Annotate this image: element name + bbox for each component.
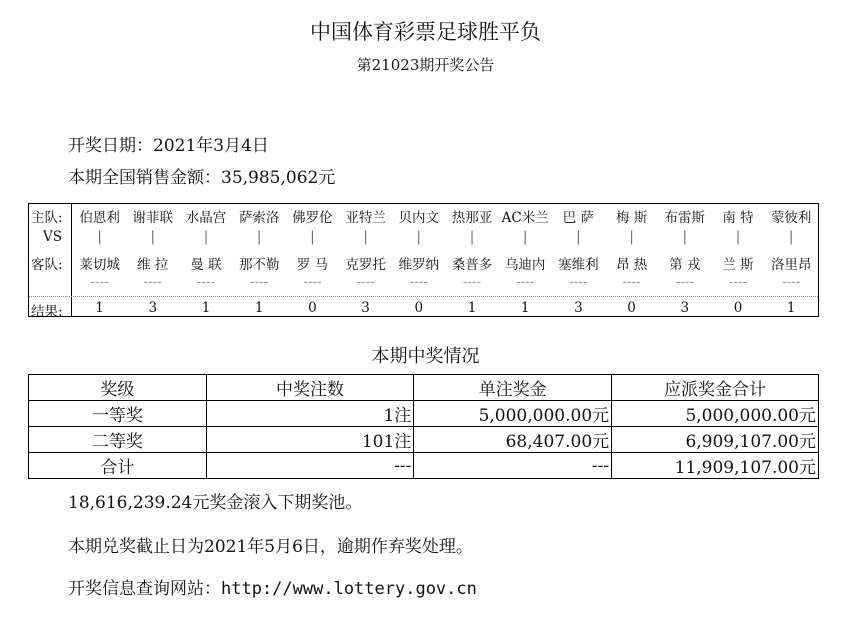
home-team: 热那亚	[451, 210, 493, 226]
away-team: 兰 斯	[722, 257, 754, 273]
home-team: 水晶宫	[185, 210, 227, 226]
home-team: 谢菲联	[132, 210, 174, 226]
prize-table-header	[29, 375, 819, 401]
winner-count: ---	[206, 453, 414, 479]
dash-separator: ----	[409, 274, 428, 290]
home-team: 南 特	[722, 210, 754, 226]
match-result: 0	[308, 300, 317, 316]
match-column	[179, 204, 232, 316]
match-result: 3	[574, 300, 583, 316]
total-prize: 5,000,000.00元	[612, 401, 819, 427]
rollover-note: 18,616,239.24元奖金滚入下期奖池。	[68, 493, 363, 513]
prize-table	[28, 374, 819, 479]
away-team: 洛里昂	[770, 257, 812, 273]
vs-divider: |	[522, 229, 528, 245]
dash-separator: ----	[143, 274, 162, 290]
dash-separator: ----	[356, 274, 375, 290]
header-level: 奖级	[29, 375, 207, 401]
prize-level: 二等奖	[29, 427, 207, 453]
match-column	[445, 204, 498, 316]
dash-separator: ----	[250, 274, 269, 290]
unit-prize: 5,000,000.00元	[414, 401, 612, 427]
away-team: 昂 热	[615, 257, 648, 273]
match-column	[233, 204, 286, 316]
vs-divider: |	[363, 229, 368, 245]
match-column	[499, 204, 552, 316]
vs-divider: |	[310, 229, 315, 245]
match-column	[126, 204, 179, 316]
away-team: 那不勒	[238, 257, 280, 273]
away-team: 莱切城	[79, 257, 120, 273]
away-team: 维罗纳	[398, 257, 440, 273]
vs-label: VS	[43, 229, 62, 245]
match-column	[286, 204, 339, 316]
dash-separator: ----	[303, 274, 322, 290]
match-result: 0	[733, 300, 743, 316]
home-team: 巴 萨	[562, 210, 595, 226]
vs-divider: |	[788, 229, 794, 245]
away-team: 桑普多	[451, 257, 493, 273]
header-unit-prize: 单注奖金	[414, 375, 612, 401]
dash-separator: ----	[782, 274, 801, 290]
dash-separator: ----	[622, 274, 641, 290]
match-result: 3	[680, 300, 690, 316]
sales-amount: 本期全国销售金额：35,985,062元	[68, 168, 336, 188]
home-team: AC米兰	[501, 210, 549, 226]
match-result: 1	[201, 300, 211, 316]
vs-divider: |	[256, 229, 262, 245]
match-result: 0	[627, 300, 636, 316]
header-total: 应派奖金合计	[612, 375, 819, 401]
prize-section-title: 本期中奖情况	[371, 346, 480, 367]
prize-level: 一等奖	[29, 401, 207, 427]
vs-divider: |	[416, 229, 422, 245]
match-result: 1	[786, 300, 796, 316]
table-row	[29, 453, 819, 479]
away-team: 罗 马	[296, 257, 329, 273]
vs-divider: |	[150, 229, 156, 245]
match-column	[73, 204, 126, 316]
website-label: 开奖信息查询网站：	[68, 579, 221, 599]
home-team: 梅 斯	[615, 210, 648, 226]
announcement-title: 中国体育彩票足球胜平负	[310, 20, 541, 44]
dash-separator: ----	[675, 274, 694, 290]
match-result: 1	[520, 300, 530, 316]
match-column	[392, 204, 445, 316]
result-divider	[29, 296, 818, 297]
result-label: 结果:	[31, 304, 63, 320]
away-team: 曼 联	[190, 257, 222, 273]
home-team: 萨索洛	[238, 210, 280, 226]
vs-divider: |	[735, 229, 741, 245]
away-label: 客队:	[31, 257, 63, 273]
match-result: 1	[95, 300, 104, 316]
home-label: 主队:	[31, 210, 63, 226]
home-team: 佛罗伦	[292, 210, 333, 226]
winner-count: 101注	[206, 427, 414, 453]
prize-level: 合计	[29, 453, 207, 479]
vs-divider: |	[576, 229, 581, 245]
match-result: 0	[414, 300, 424, 316]
dash-separator: ----	[196, 274, 216, 290]
table-row	[29, 427, 819, 453]
dash-separator: ----	[728, 274, 748, 290]
dash-separator: ----	[90, 274, 109, 290]
winner-count: 1注	[206, 401, 414, 427]
match-column	[658, 204, 711, 316]
home-team: 蒙彼利	[770, 210, 812, 226]
vs-divider: |	[97, 229, 102, 245]
dash-separator: ----	[516, 274, 535, 290]
vs-divider: |	[469, 229, 475, 245]
home-team: 贝内文	[398, 210, 440, 226]
away-team: 维 拉	[137, 257, 169, 273]
match-column	[711, 204, 764, 316]
total-prize: 6,909,107.00元	[612, 427, 819, 453]
announcement-subtitle: 第21023期开奖公告	[356, 56, 495, 74]
match-result: 1	[467, 300, 477, 316]
vs-divider: |	[682, 229, 688, 245]
website-link[interactable]: http://www.lottery.gov.cn	[221, 579, 477, 599]
away-team: 克罗托	[345, 257, 386, 273]
dash-separator: ----	[569, 274, 588, 290]
unit-prize: ---	[414, 453, 612, 479]
match-result: 3	[361, 300, 370, 316]
match-row-labels	[29, 204, 72, 320]
match-column	[552, 204, 605, 316]
match-column	[765, 204, 818, 316]
away-team: 乌迪内	[504, 257, 546, 273]
match-result: 1	[254, 300, 264, 316]
vs-divider: |	[203, 229, 209, 245]
draw-date: 开奖日期：2021年3月4日	[68, 136, 269, 156]
home-team: 亚特兰	[345, 210, 386, 226]
website-line	[68, 574, 477, 599]
away-team: 塞维利	[558, 257, 599, 273]
header-count: 中奖注数	[206, 375, 414, 401]
unit-prize: 68,407.00元	[414, 427, 612, 453]
match-column	[339, 204, 392, 316]
table-row	[29, 401, 819, 427]
vs-divider: |	[629, 229, 634, 245]
claim-deadline: 本期兑奖截止日为2021年5月6日，逾期作弃奖处理。	[68, 537, 473, 557]
match-result: 3	[148, 300, 158, 316]
home-team: 布雷斯	[664, 210, 706, 226]
home-team: 伯恩利	[79, 210, 120, 226]
match-column	[605, 204, 658, 316]
dash-separator: ----	[462, 274, 482, 290]
total-prize: 11,909,107.00元	[612, 453, 819, 479]
match-grid	[28, 203, 819, 320]
away-team: 第 戎	[669, 257, 701, 273]
